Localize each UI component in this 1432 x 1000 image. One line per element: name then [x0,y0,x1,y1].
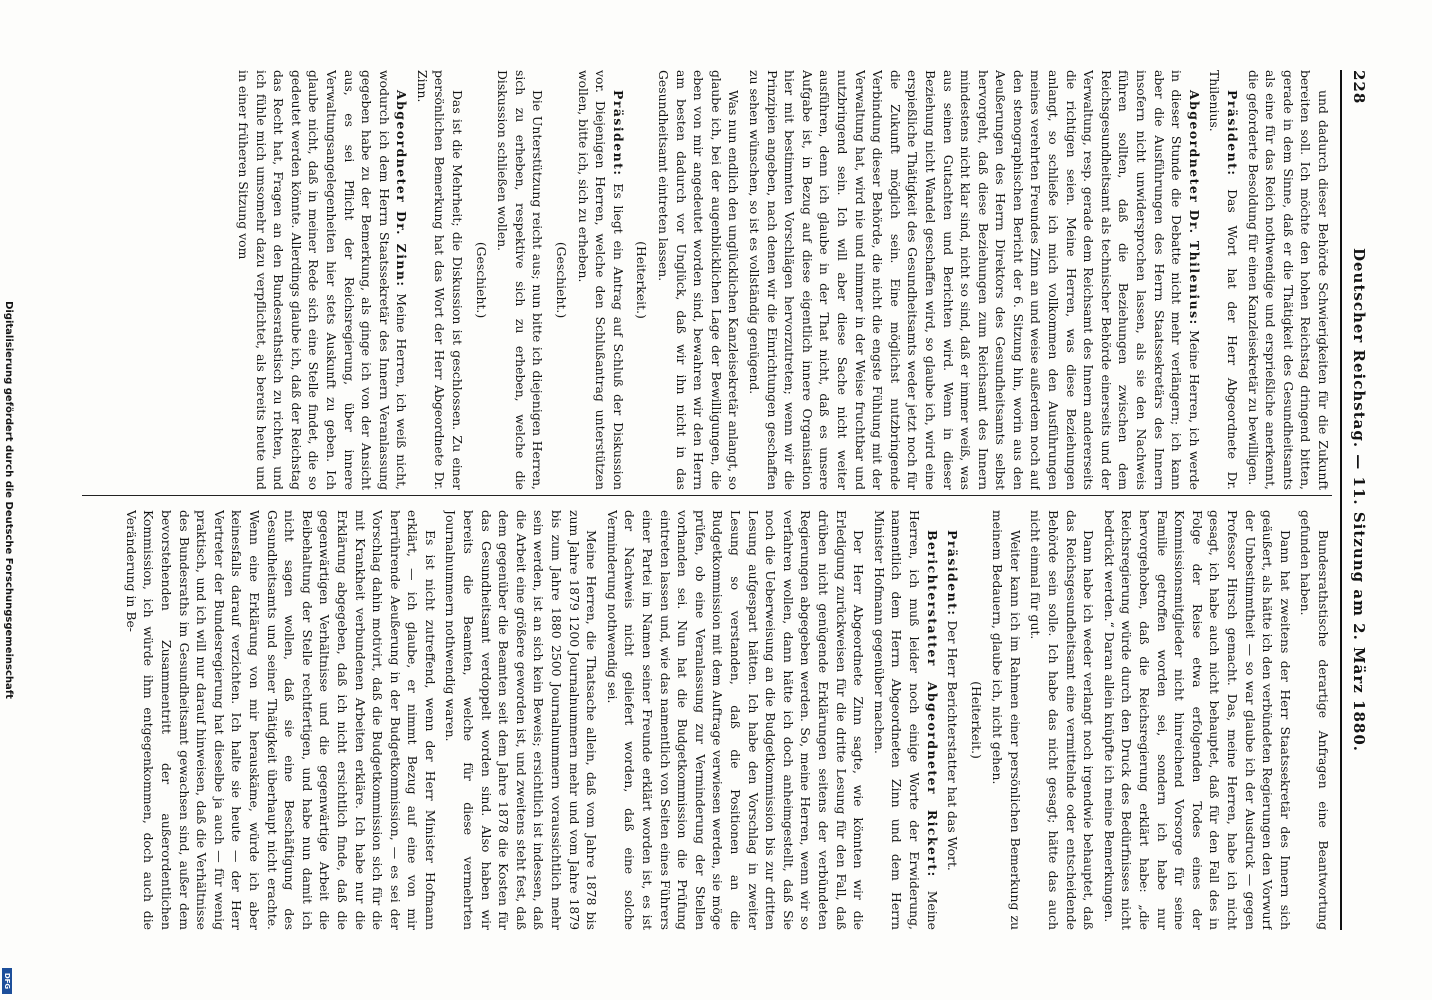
paragraph: Dann hat zweitens der Herr Staatssekretär des Innern sich geäußert, als hätte ich den verbündeten Regierungen den Vorwurf der Unbestimmtheit — so war glaube ich der Ausdruck — gegen Professor Hirsch gemacht. Das, meine Herren, habe ich nicht gesagt, ich habe auch nicht behauptet, daß für den Fall des in Folge der Reise etwa erfolgenden Todes eines der Kommissionsmitglieder nicht hinreichend Vorsorge für seine Familie getroffen worden sei, sondern ich habe nur hervorgehoben, daß die Reichsregierung erklärt habe: „die Reichsregierung würde durch den Druck des Bedürfnisses nicht bedrückt werden.“ Daran allein knüpfte ich meine Bemerkungen. [1101,510,1293,930]
stage-direction: (Geschieht.) [473,241,489,319]
speech-text: Es liegt ein Antrag auf Schluß der Diskussion vor. Diejenigen Herren, welche den Schlußantrag unterstützen wollen, bitte ich, sich zu erheben. [575,70,626,490]
paragraph: Der Herr Abgeordnete Zinn sagte, wie könnten wir die Erledigung zurückweisen für die dritte Lesung für den Fall, daß drüben nicht genügende Erklärungen seitens der verbündeten Regierungen abgegeben werden. So, meine Herren, wenn wir so verfahren wollen, dann hätte ich doch anheimgestellt, daß Sie noch die Ueberweisung an die Budgetkommission bis zur dritten Lesung aufgespart hätten. Ich habe den Vorschlag in zweiter Lesung so verstanden, daß die Positionen an die Budgetkommission mit dem Auftrage verwiesen werden, sie möge prüfen, ob eine Veranlassung zur Verminderung der Stellen vorhanden sei. Nun hat die Budgetkommission die Prüfung eintreten lassen und, wie das namentlich von Seiten eines Führers einer Partei im Namen seiner Freunde erklärt worden ist, es ist der Nachweis nicht geliefert worden, daß eine solche Verminderung nothwendig sei. [604,510,867,930]
speaker-name: Berichterstatter Abgeordneter Rickert: [924,530,940,878]
page-title: Deutscher Reichstag. — 11. Sitzung am 2. März 1880. [1350,248,1368,752]
dfg-logo-text: DFG [3,972,11,990]
speech-text: Meine Herren, ich muß leider noch einige Worte der Erwiderung, namentlich dem Herrn Abgeordneten Zinn und dem Herrn Minister Hofmann gegenüber machen. [871,510,940,930]
paragraph: Bundesrathstische derartige Anfragen eine Beantwortung gefunden haben. [1298,510,1331,930]
stage-direction: (Geschieht.) [554,241,570,319]
paragraph: und dadurch dieser Behörde Schwierigkeiten für die Zukunft bereiten soll. Ich möchte den hohen Reichstag dringend bitten, gerade in dem Sinne, daß er die Thätigkeit des Gesundheitsamts als eine für das Reich nothwendige und ersprießliche anerkennt, die geforderte Besoldung für einen Kanzleisekretär zu bewilligen. [1245,70,1331,490]
speaker-name: Präsident: [1225,90,1241,177]
dfg-logo [2,968,12,994]
paragraph: Weiter kann ich im Rahmen einer persönlichen Bemerkung zu meinem Bedauern, glaube ich, nicht gehen. [990,510,1023,930]
speech-text: Das Wort hat der Herr Abgeordnete Dr. Thilenius. [1207,70,1241,490]
header-rule [1340,70,1342,930]
page-number: 228 [1350,70,1368,105]
speaker-name: Abgeordneter Dr. Thilenius: [1186,90,1202,326]
left-column [72,70,1332,490]
speech-paragraph [234,70,410,490]
digitization-footer [0,0,14,1000]
speaker-name: Abgeordneter Dr. Zinn: [394,90,410,288]
speech-paragraph [745,70,1202,490]
paragraph: Die Unterstützung reicht aus; nun bitte ich diejenigen Herren, sich zu erheben, respektive sich zu erheben, welche die Diskussion schließen wollen. [495,70,546,490]
speech-text: Meine Herren, ich weiß nicht, wodurch ich dem Herrn Staatssekretär des Innern Veranlassung gegeben habe zu der Bemerkung, als ginge ich von der Ansicht aus, es sei Pflicht der Reichsregierung, über innere Verwaltungsangelegenheiten hier stets Auskunft zu geben. Ich glaube nicht, daß in meiner Rede sich eine Stelle findet, die so gedeutet werden könnte. Allerdings glaube ich, daß der Reichstag das Recht hat, Fragen an den Bundesrathstisch zu richten, und ich fühle mich umsomehr dazu verpflichtet, als bereits heute und in einer früheren Sitzung vom [235,70,410,490]
paragraph: Was nun endlich den unglücklichen Kanzleisekretär anlangt, so glaube ich, bei der augenblicklichen Lage der Bewilligungen, die eben von mir angedeutet worden sind, bewahren wir den Herrn am besten dadurch vor Unglück, daß wir ihn nicht in das Gesundheitsamt eintreten lassen. [656,70,742,490]
paragraph: Dann habe ich weder verlangt noch irgendwie behauptet, daß das Reichsgesundheitsamt eine vermittelnde oder entscheidende Behörde sein solle. Ich habe das nicht gesagt; hätte das auch nicht einmal für gut. [1028,510,1097,930]
speech-text: Der Herr Berichterstatter hat das Wort. [945,616,961,871]
speech-paragraph [944,510,962,930]
speaker-name: Präsident: [610,90,626,177]
paragraph: Meine Herren, die Thatsache allein, daß vom Jahre 1878 bis zum Jahre 1879 1200 Journalnummern mehr und vom Jahre 1879 bis zum Jahre 1880 2500 Journalnummern voraussichtlich mehr sein werden, ist an sich kein Beweis; ersichtlich ist indessen, daß die Arbeit eine größere geworden ist, und zweitens steht fest, daß dem gegenüber die Beamten seit dem Jahre 1878 die Kosten für das Gesundheitsamt verdoppelt worden sind. Also haben wir bereits die Beamten, welche für diese vermehrten Journalnummern nothwendig waren. [443,510,600,930]
speech-paragraph [574,70,627,490]
paragraph: Das ist die Mehrheit; die Diskussion ist geschlossen. Zu einer persönlichen Bemerkung hat das Wort der Herr Abgeordnete Dr. Zinn. [414,70,466,490]
paragraph: Es ist nicht zutreffend, wenn der Herr Minister Hofmann erklärt, — ich glaube, er nimmt Bezug auf eine von mir herrührende Aeußerung in der Budgetkommission, — es sei der Vorschlag dahin motivirt, daß die Budgetkommission sich für die mit Krankheit verbundenen Arbeiten erkläre. Ich habe nur die Erklärung abgegeben, daß ich nicht ersichtlich finde, daß die gegenwärtigen Verhältnisse und die gegenwärtige Arbeit die Beibehaltung der Stelle rechtfertigen, und habe nun damit ich nicht sagen wollen, daß sie eine Beschäftigung des Gesundheitsamts und seiner Thätigkeit überhaupt nicht erachte. Wenn eine Erklärung von mir herauskäme, würde ich aber keinesfalls darauf verzichten. Ich halte sie heute — der Herr Vertreter der Bundesregierung hat dieselbe ja auch — für wenig praktisch, und ich will nur darauf hinweisen, daß die Verhältnisse des Bundesraths im Gesundheitsamt gewachsen sind, außer dem bevorstehenden Zusammentritt der außerordentlichen Kommission, ich würde ihm entgegenkommen, doch auch die Veränderung in Be- [123,510,438,930]
speech-paragraph [870,510,940,930]
stage-direction: (Heiterkeit.) [968,681,984,759]
right-column [72,510,1332,930]
stage-direction: (Heiterkeit.) [634,241,650,319]
speaker-name: Präsident: [945,530,961,617]
footer-credit: Digitalisierung gefördert durch die Deutsche Forschungsgemeinschaft [3,301,14,699]
speech-paragraph [1206,70,1241,490]
column-divider [82,495,1332,496]
page-header [1344,70,1370,930]
speech-text: Meine Herren, ich werde in dieser Stunde die Debatte nicht mehr verlängern; ich kann aber die Ausführungen des Herrn Staatssekretärs des Innern insofern nicht unwidersprochen lassen, als sie den Nachweis führen sollten, daß die Beziehungen zwischen dem Reichsgesundheitsamt als technischer Behörde einerseits und der Verwaltung, resp. gerade dem Reichsamt des Innern andererseits die richtigen seien. Meine Herren, was diese Beziehungen anlangt, so schließe ich mich vollkommen den Ausführungen meines verehrten Freundes Zinn an und weise außerdem noch auf den stenographischen Bericht der 6. Sitzung hin, worin aus den Aeußerungen des Herrn Direktors des Gesundheitsamts selbst hervorgeht, daß diese Beziehungen zum Reichsamt des Innern mindestens nicht klar sind, nicht so sind, daß er immer weiß, was aus seinen Gutachten und Berichten wird. Wenn in dieser Beziehung nicht Wandel geschaffen wird, so glaube ich, wird eine erspießliche Thätigkeit des Gesundheitsamts weder jetzt noch für die Zukunft möglich sein. Eine möglichst nutzbringende Verbindung dieser Behörde, die nicht die engste Fühlung mit der Verwaltung hat, wird nie und nimmer in der Weise fruchtbar und nutzbringend sein. Ich will aber diese Sache nicht weiter ausführen, denn ich glaube in der That nicht, daß es unsere Aufgabe ist, in Bezug auf diese eigentlich innere Organisation hier mit bestimmten Vorschlägen hervorzutreten; wenn wir die Prinzipien angeben, nach denen wir die Einrichtungen geschaffen zu sehen wünschen, so ist es vollständig genügend. [747,70,1202,490]
